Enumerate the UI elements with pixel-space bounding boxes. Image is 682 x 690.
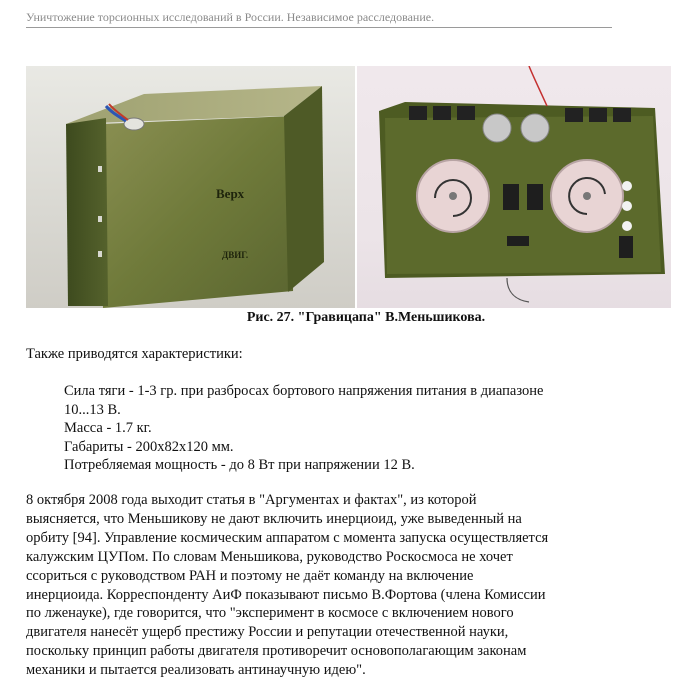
page-header: Уничтожение торсионных исследований в России. Независимое расследование. <box>26 10 612 28</box>
spec-line: Габариты - 200x82x120 мм. <box>64 438 234 455</box>
box-label-top: Верх <box>216 186 245 201</box>
body-line: поскольку принцип работы двигателя противоречит основополагающим законам <box>26 643 527 660</box>
device-box-photo <box>26 66 355 308</box>
spec-line: Потребляемая мощность - до 8 Вт при напряжении 12 В. <box>64 457 415 473</box>
body-paragraph <box>26 491 616 680</box>
spec-line: Сила тяги - 1-3 гр. при разбросах бортового напряжения питания в диапазоне <box>64 383 544 399</box>
body-line: ссориться с руководством РАН и поэтому не даёт команду на включение <box>26 567 474 584</box>
spec-line: 10...13 В. <box>64 401 121 418</box>
body-line: по лженауке), где говорится, что "эксперимент в космосе с включением нового <box>26 605 514 622</box>
specs-list <box>64 382 624 475</box>
body-line: орбиту [94]. Управление космическим аппаратом с момента запуска осуществляется <box>26 529 549 546</box>
body-line: инерциоида. Корреспонденту АиФ показывают письмо В.Фортова (члена Комиссии <box>26 586 546 603</box>
figure-photos <box>26 66 671 308</box>
circuit-board-photo <box>357 66 671 308</box>
box-label-bottom: ДВИГ. <box>222 250 249 260</box>
spec-line: Масса - 1.7 кг. <box>64 420 152 436</box>
body-line: калужским ЦУПом. По словам Меньшикова, руководство Роскосмоса не хочет <box>26 548 513 565</box>
intro-text: Также приводятся характеристики: <box>26 346 243 362</box>
body-line: механики и пытается реализовать антинаучную идею". <box>26 662 366 679</box>
body-line: 8 октября 2008 года выходит статья в "Аргументах и фактах", из которой <box>26 492 477 508</box>
figure-caption: Рис. 27. "Гравицапа" В.Меньшикова. <box>246 310 486 325</box>
body-line: двигателя нанесёт ущерб престижу России и репутации отечественной науки, <box>26 624 509 641</box>
body-line: выясняется, что Меньшикову не дают включить инерциоид, уже выведенный на <box>26 510 522 527</box>
